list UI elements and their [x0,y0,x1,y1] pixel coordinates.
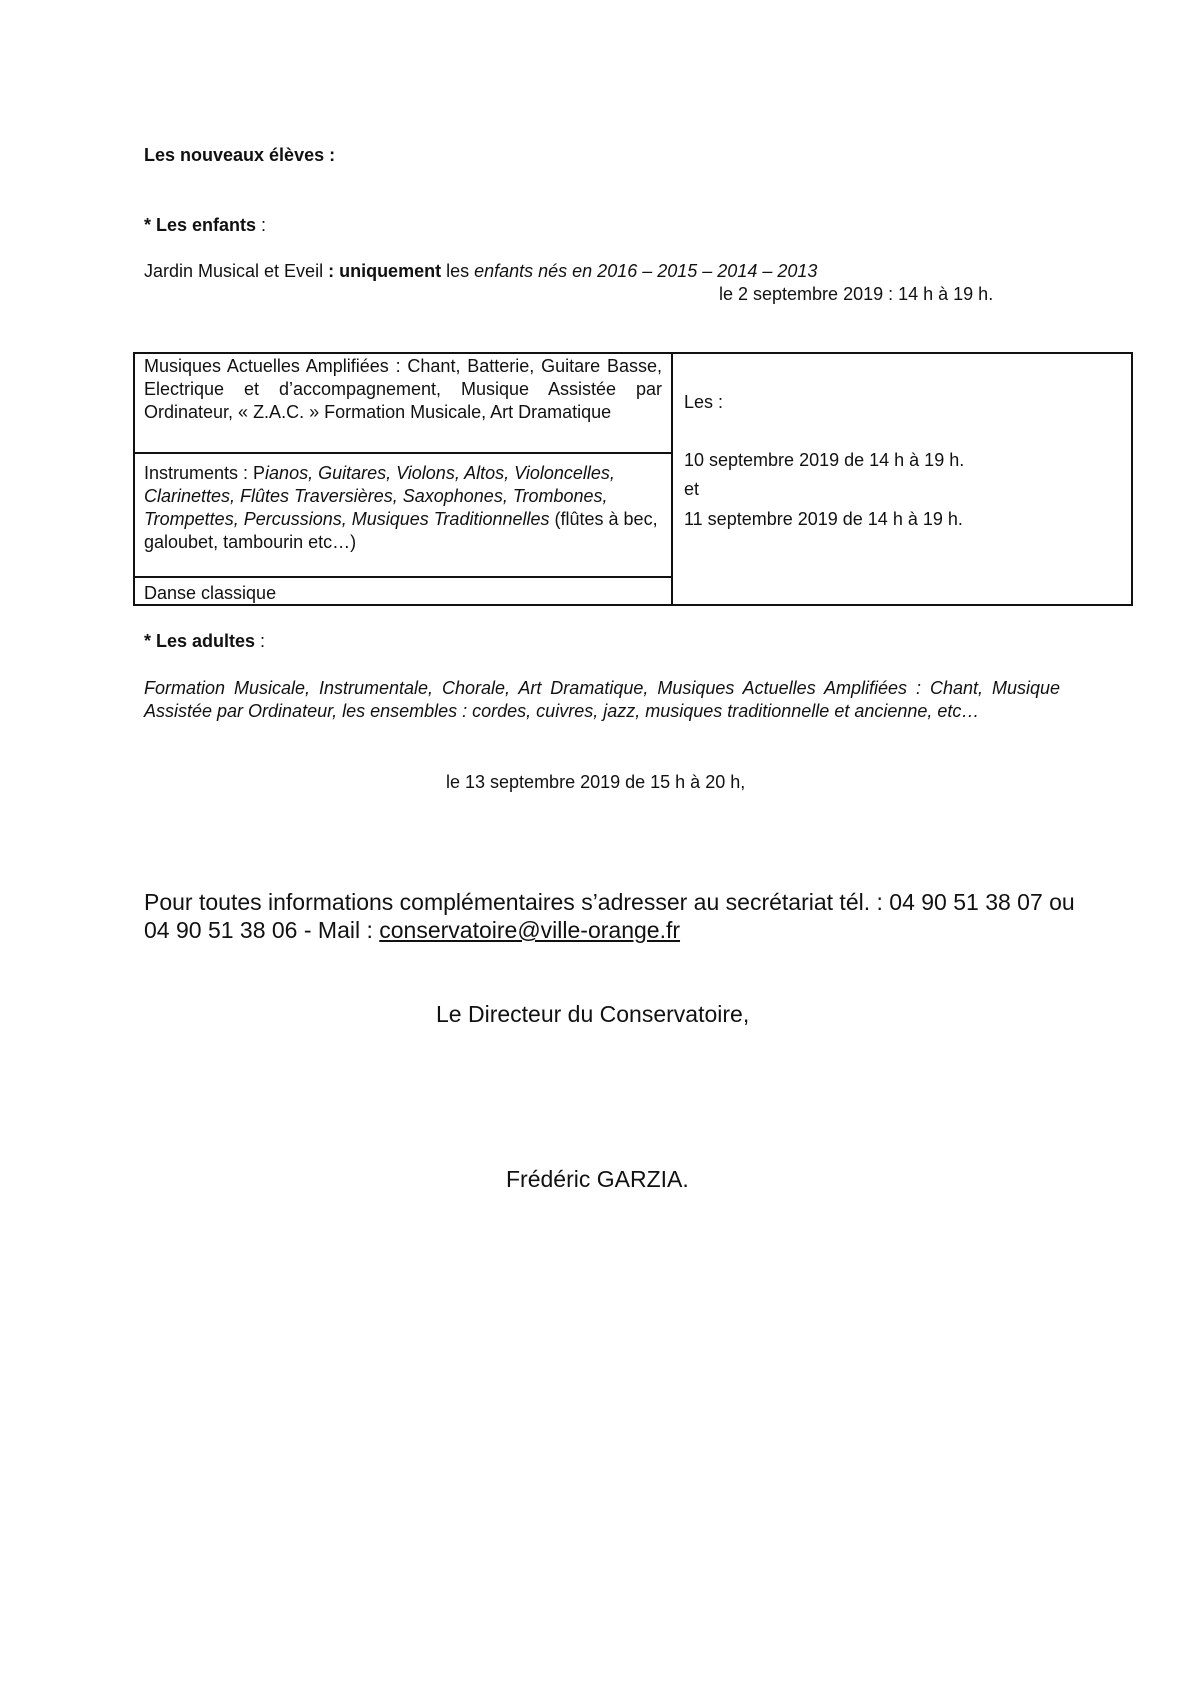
disciplines-column [135,354,673,604]
instruments-text [144,462,662,554]
jardin-colon: : [328,261,340,281]
children-label-suffix: : [256,215,267,235]
adults-label-bold: * Les adultes [144,631,256,651]
page-heading: Les nouveaux élèves : [144,145,336,165]
instruments-list: ianos, Guitares, Violons, Altos, Violoncelles, Clarinettes, Flûtes Traversières, Saxophones, Trombones, Trompettes, Percussions, Musiques Traditionnelles [144,463,615,529]
danse-text: Danse classique [144,583,277,603]
jardin-uniquement: uniquement [339,261,442,281]
instruments-suffix: (flûtes à bec, galoubet, tambourin etc…) [144,509,658,552]
dates-column [673,354,1131,604]
date-second: 11 septembre 2019 de 14 h à 19 h. [684,509,963,529]
children-section-label [144,214,266,237]
contact-text: Pour toutes informations complémentaires s’adresser au secrétariat tél. : 04 90 51 38 07 ou 04 90 51 38 06 - Mail : [144,889,1075,943]
jardin-les: les [441,261,475,281]
date-first: 10 septembre 2019 de 14 h à 19 h. [684,450,965,470]
schedule-table [133,352,1133,606]
table-row-instruments [135,454,671,578]
jardin-prefix: Jardin Musical et Eveil [144,261,329,281]
adults-label-suffix: : [255,631,266,651]
jardin-musical-line [144,260,817,283]
musiques-actuelles-text: Musiques Actuelles Amplifiées : Chant, Batterie, Guitare Basse, Electrique et d’accompagnement, Musique Assistée par Ordinateur, « Z.A.C. » Formation Musicale, Art Dramatique [144,356,662,422]
adults-section-label [144,630,265,653]
dates-et-label: et [684,479,700,499]
dates-les-label: Les : [684,392,724,412]
jardin-birth-years: enfants nés en 2016 – 2015 – 2014 – 2013 [474,261,818,281]
table-row-musiques-actuelles [135,354,671,454]
email-link[interactable]: conservatoire@ville-orange.fr [379,917,681,943]
adults-date: le 13 septembre 2019 de 15 h à 20 h, [446,772,746,792]
jardin-date: le 2 septembre 2019 : 14 h à 19 h. [719,284,994,304]
signer-name: Frédéric GARZIA. [506,1166,689,1192]
instruments-prefix: Instruments : P [144,463,266,483]
children-label-bold: * Les enfants [144,215,257,235]
signoff: Le Directeur du Conservatoire, [436,1001,750,1027]
adults-description: Formation Musicale, Instrumentale, Chorale, Art Dramatique, Musiques Actuelles Amplifiées : Chant, Musique Assistée par Ordinateur, les ensembles : cordes, cuivres, jazz, musiques traditionnelle et ancienne, etc… [144,678,1060,721]
contact-info [144,888,1104,944]
table-row-danse [135,578,671,606]
